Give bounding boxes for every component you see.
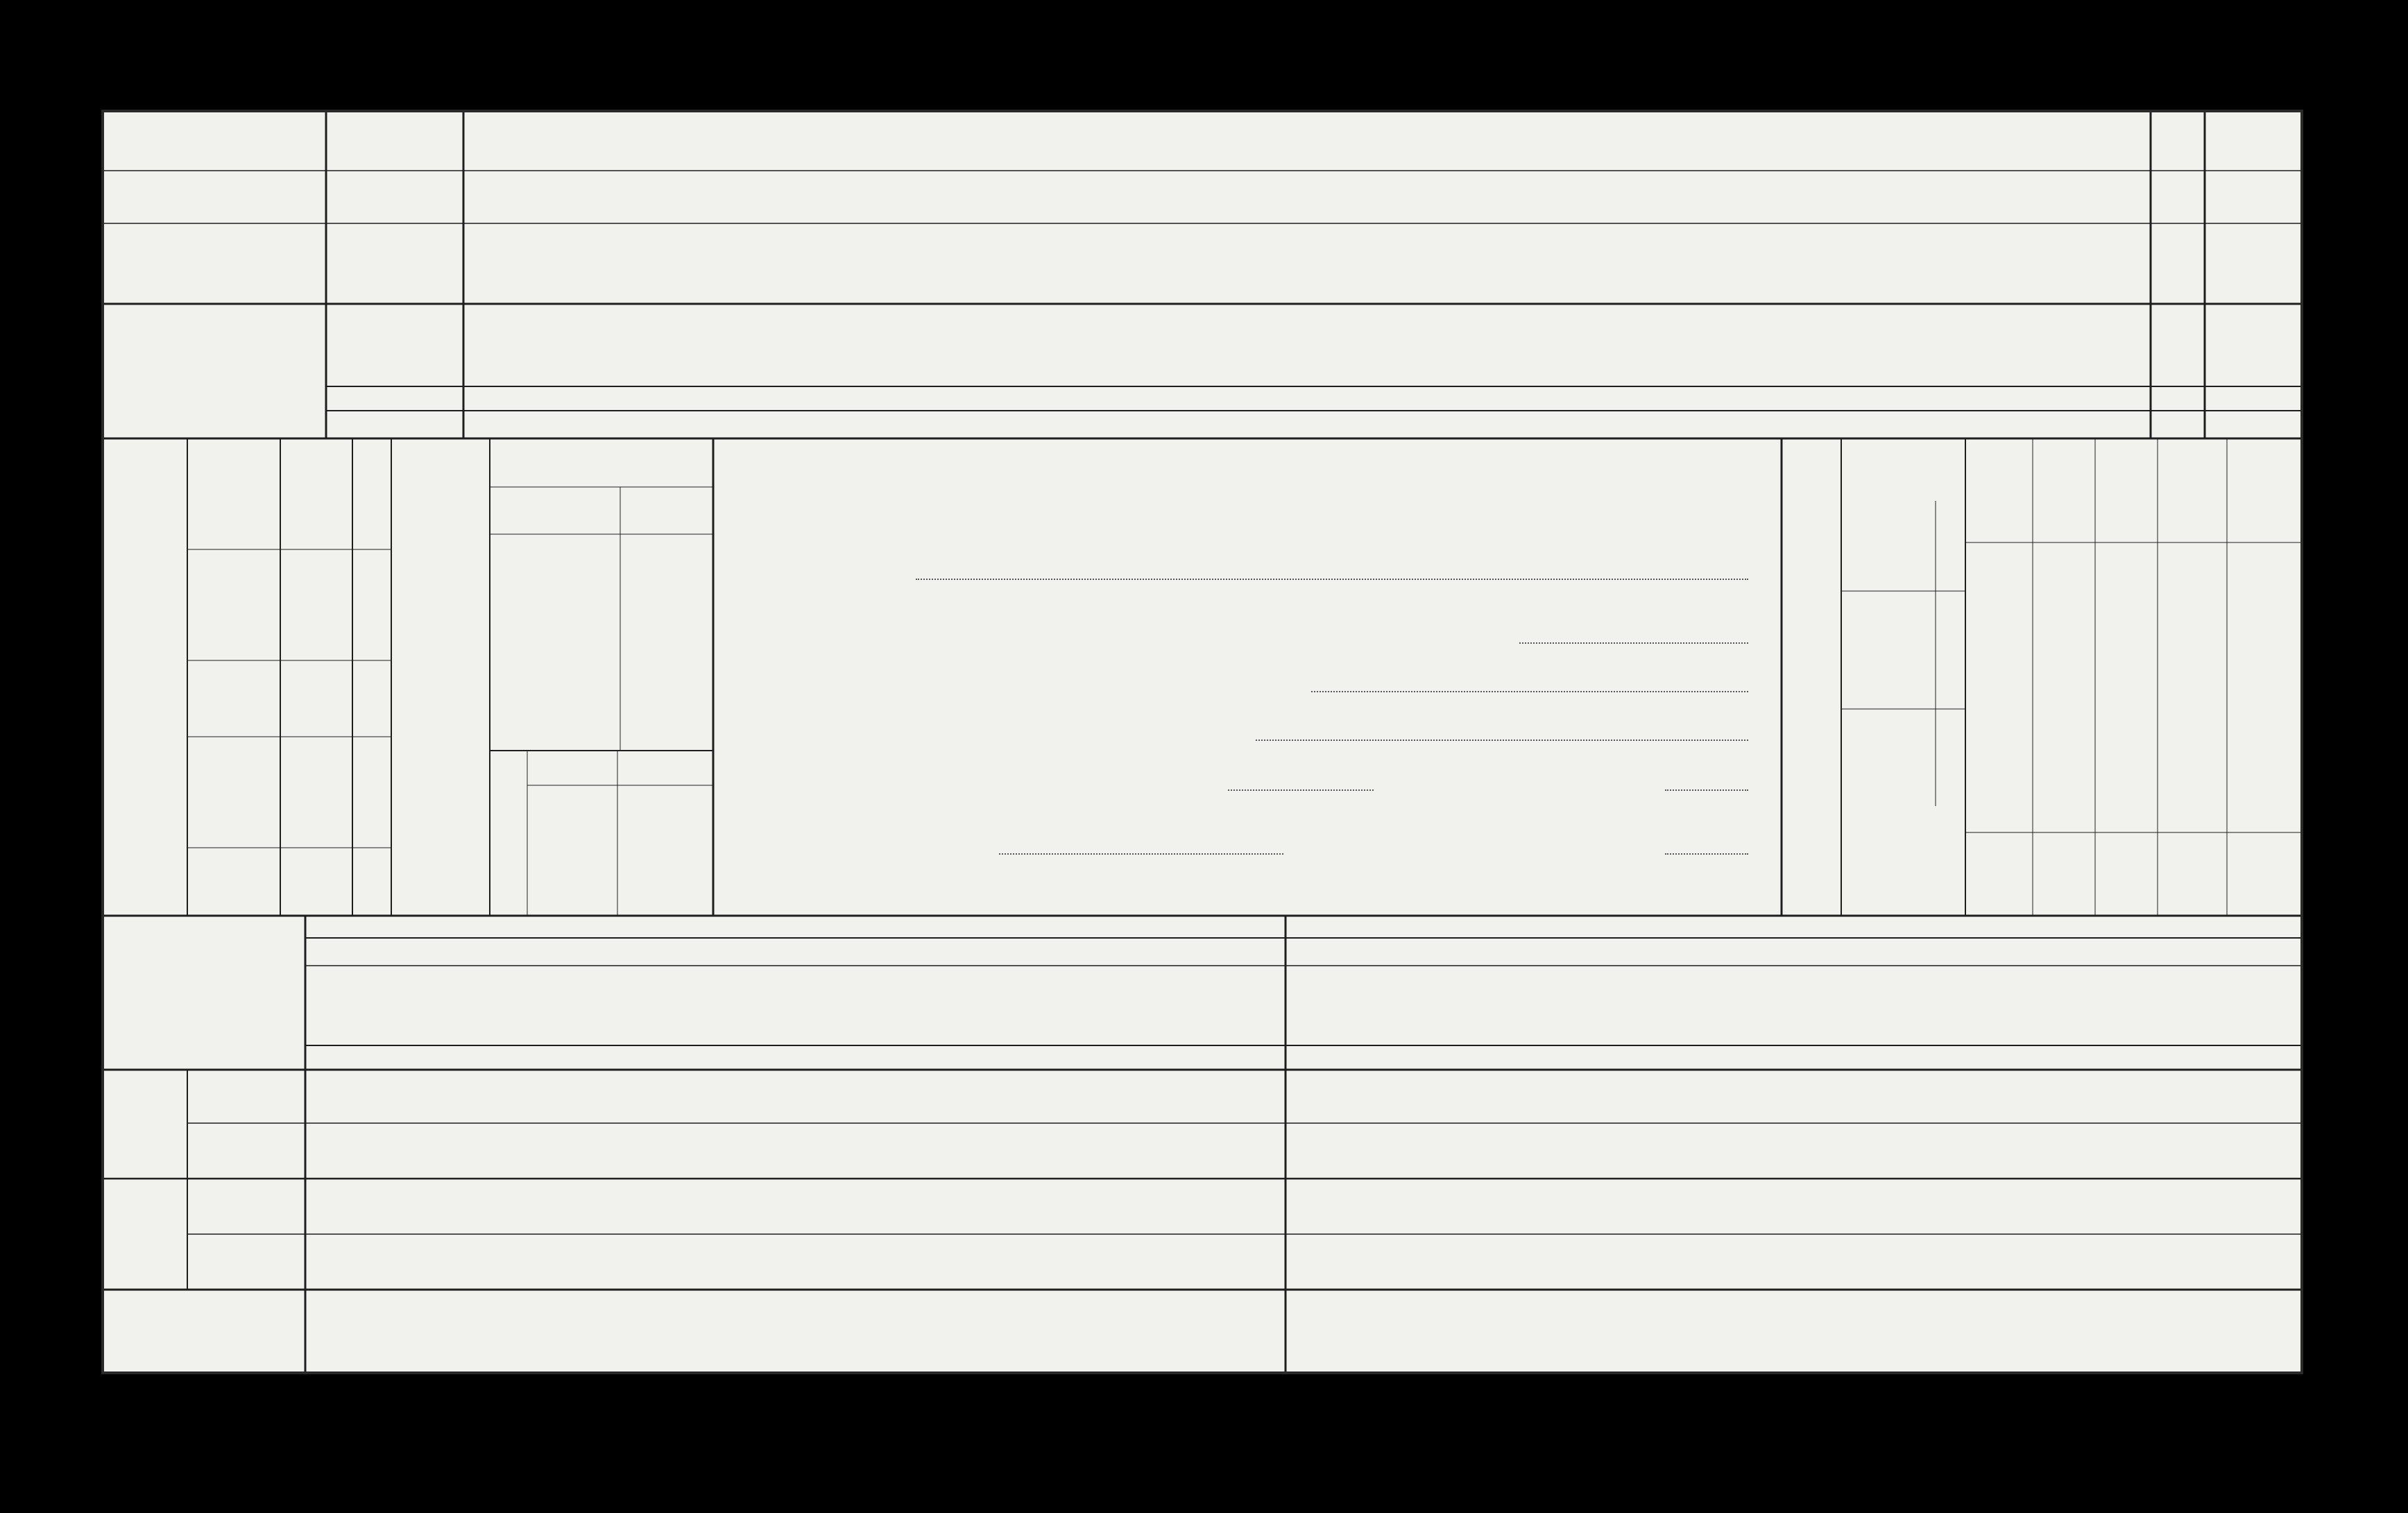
q6-answer-line[interactable] [999,853,1283,855]
women-label [1844,591,1868,709]
women-working-label [1899,595,1931,706]
q6-distance-line[interactable] [1665,853,1748,855]
q5-distance-line[interactable] [1665,789,1748,791]
census-card [101,110,2303,1374]
men-working-label [1899,712,1931,803]
men-total-label [1875,758,1897,806]
total-souls-label [1872,504,1933,588]
q2-answer-line[interactable] [1519,642,1748,644]
q5-answer-line[interactable] [1228,789,1374,791]
q3-answer-line[interactable] [1311,691,1748,692]
group-non-allotment-label [118,1184,173,1285]
men-label [1844,709,1868,806]
card-grid [104,112,2300,1371]
population-caption [1797,452,1834,903]
q1-answer-line[interactable] [916,579,1748,580]
group-allotment-label [125,1077,166,1174]
workers-caption [354,445,391,910]
women-total-label [1875,640,1897,702]
q4-answer-line[interactable] [1256,740,1748,741]
